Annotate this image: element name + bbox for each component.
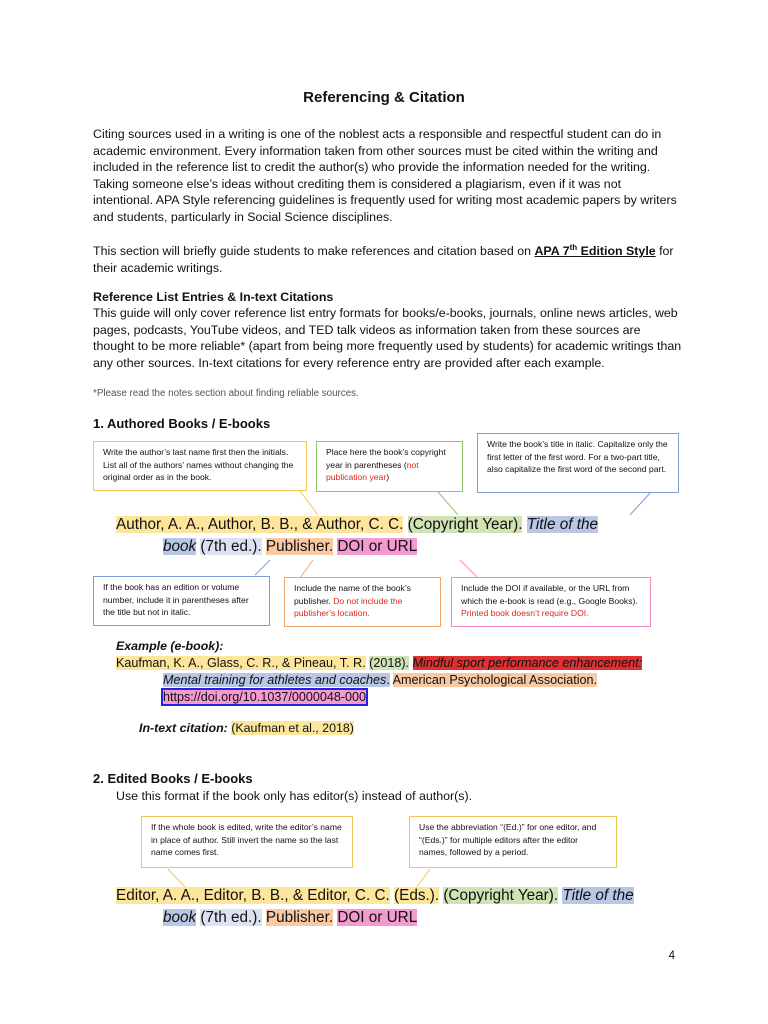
fmt2-year: (Copyright Year). [443,887,559,904]
callout-publisher: Include the name of the book’s publisher. Do not include the publisher’s location. [284,577,441,627]
example-reference: Kaufman, K. A., Glass, C. R., & Pineau, T. R. (2018). Mindful sport performance enhancement: Mental training for athletes and coaches. American Psychological Association. https://doi.org/10.1037/0000048-000 [116,656,643,704]
callout-doi: Include the DOI if available, or the URL from which the e-book is read (e.g., Google Books). Printed book doesn’t require DOI. [451,577,651,627]
fmt-publisher: Publisher. [265,538,334,555]
intext-citation: In-text citation: (Kaufman et al., 2018) [139,721,354,735]
guide-text-end: for their academic writings. [93,244,674,275]
ex-publisher: American Psychological Association. [392,673,598,687]
fmt-doi: DOI or URL [337,538,418,555]
callout-eds: Use the abbreviation “(Ed.)” for one editor, and “(Eds.)” for multiple editors after the editor names, followed by a period. [409,816,617,868]
guide-text: This section will briefly guide students to make references and citation based on [93,244,535,259]
fmt2-editor: Editor, A. A., Editor, B. B., & Editor, C. C. [116,887,390,904]
format-authored-book [116,514,676,558]
reliable-note: *Please read the notes section about finding reliable sources. [93,388,359,399]
page-title: Referencing & Citation [303,89,465,106]
callout-author: Write the author’s last name first then the initials. List all of the authors’ names without changing the original order as in the book. [93,441,307,491]
fmt-title: Title of the [526,516,598,533]
ex-doi-link[interactable]: https://doi.org/10.1037/0000048-000 [163,690,367,704]
fmt-year: (Copyright Year). [407,516,523,533]
example-label: Example (e-book): [116,639,224,653]
fmt-title-cont: book [163,538,197,555]
callout-edition: If the book has an edition or volume number, include it in parentheses after the title but not in italic. [93,576,270,626]
section2-desc: Use this format if the book only has editor(s) instead of author(s). [116,789,473,803]
fmt2-doi: DOI or URL [337,909,418,926]
ex-title-cont: Mental training for athletes and coaches [163,673,387,687]
intro-paragraph: Citing sources used in a writing is one of the noblest acts a responsible and respectful student can do in academic environment. Every information taken from other sources must be cited within the writing and included in the reference list to credit the author(s) who provide the information needed for the writing. Taking someone else’s ideas without crediting them is considered a plagiarism, even if it was not intentional. APA Style referencing guidelines is frequently used for writing most academic papers by writers and students, particularly in Social Science disciplines. [93,127,677,224]
callout-year: Place here the book’s copyright year in parentheses (not publication year) [316,441,463,492]
reflist-heading: Reference List Entries & In-text Citations [93,290,334,304]
apa-style-link: APA 7th Edition Style [534,243,656,259]
page-number: 4 [668,950,675,962]
callout-title: Write the book’s title in italic. Capitalize only the first letter of the first word. For a two-part title, also capitalize the first word of the second part. [477,433,679,493]
fmt2-eds: (Eds.). [394,887,440,904]
callout-editor: If the whole book is edited, write the editor’s name in place of author. Still invert the name so the last name comes first. [141,816,353,868]
section2-heading: 2. Edited Books / E-books [93,771,253,786]
intext-value: (Kaufman et al., 2018) [231,721,354,735]
fmt2-edition: (7th ed.). [200,909,262,926]
fmt-edition: (7th ed.). [200,538,262,555]
ex-author: Kaufman, K. A., Glass, C. R., & Pineau, T. R. [116,656,366,670]
fmt2-title-cont: book [163,909,197,926]
fmt-author: Author, A. A., Author, B. B., & Author, C. C. [116,516,404,533]
section1-heading: 1. Authored Books / E-books [93,416,271,431]
fmt2-publisher: Publisher. [265,909,334,926]
reflist-body: This guide will only cover reference list entry formats for books/e-books, journals, online news articles, web pages, podcasts, YouTube videos, and TED talk videos as information taken from these sources are thought to be more reliable* (apart from being more frequently used by students) for academic writings than any other sources. In-text citations for every reference entry are provided after each example. [93,306,682,370]
fmt2-title: Title of the [562,887,634,904]
ex-title: Mindful sport performance enhancement: [412,656,643,670]
ex-year: (2018). [369,656,410,670]
format-edited-book [116,885,676,929]
